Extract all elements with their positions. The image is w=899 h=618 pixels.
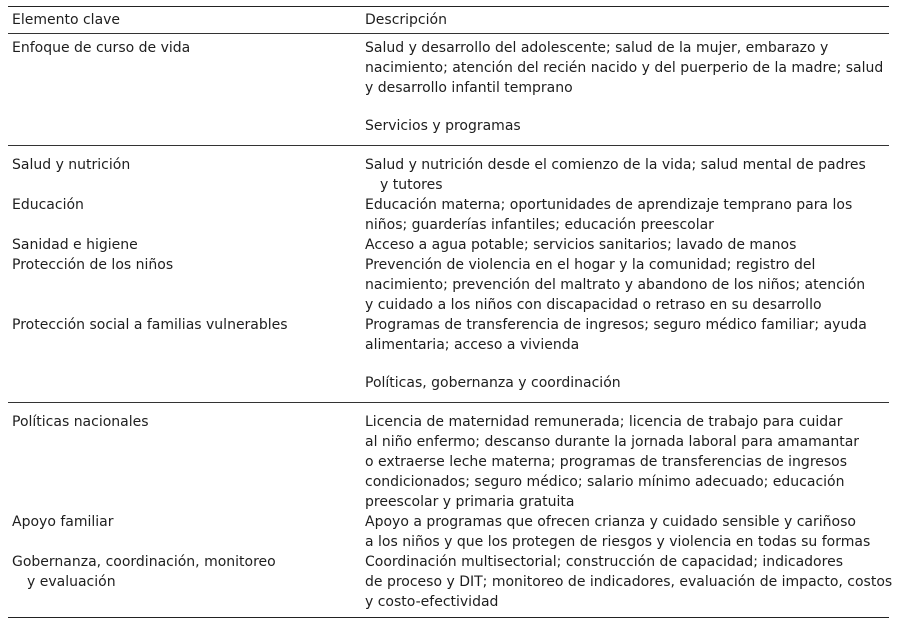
table-row: [8, 315, 889, 355]
row-element: [8, 412, 365, 512]
element-line: y evaluación: [27, 574, 116, 590]
row-element: [8, 155, 365, 195]
row-description: [365, 235, 889, 255]
table-row: [8, 412, 889, 512]
row-description: [365, 38, 889, 98]
element-line: Educación: [12, 197, 84, 213]
row-description: [365, 255, 889, 315]
element-line: Salud y nutrición: [12, 157, 131, 173]
description-line: Prevención de violencia en el hogar y la comunidad; registro del: [365, 257, 816, 273]
element-line: Enfoque de curso de vida: [12, 40, 191, 56]
table-header-row: [8, 7, 889, 33]
description-line: y cuidado a los niños con discapacidad o retraso en su desarrollo: [365, 297, 822, 313]
element-line: Protección social a familias vulnerables: [12, 317, 288, 333]
row-description: [365, 195, 889, 235]
description-line: a los niños y que los protegen de riesgos y violencia en todas su formas: [365, 534, 871, 550]
table-row: [8, 235, 889, 255]
table-row: [8, 38, 889, 98]
element-line: Sanidad e higiene: [12, 237, 138, 253]
row-element: [8, 315, 365, 355]
description-line: Coordinación multisectorial; construcción de capacidad; indicadores: [365, 554, 843, 570]
row-element: [8, 512, 365, 552]
description-line: Apoyo a programas que ofrecen crianza y cuidado sensible y cariñoso: [365, 514, 856, 530]
description-line: Acceso a agua potable; servicios sanitarios; lavado de manos: [365, 237, 797, 253]
description-line: condicionados; seguro médico; salario mínimo adecuado; educación: [365, 474, 845, 490]
description-line: Licencia de maternidad remunerada; licencia de trabajo para cuidar: [365, 414, 843, 430]
element-line: Políticas nacionales: [12, 414, 149, 430]
section-title-policies: Políticas, gobernanza y coordinación: [365, 375, 621, 391]
element-line: Gobernanza, coordinación, monitoreo: [12, 554, 276, 570]
description-line: o extraerse leche materna; programas de transferencias de ingresos: [365, 454, 848, 470]
description-line: Salud y desarrollo del adolescente; salud de la mujer, embarazo y: [365, 40, 829, 56]
table-row: [8, 552, 893, 612]
description-line: y costo-efectividad: [365, 594, 499, 610]
row-description: [365, 552, 893, 612]
description-line: de proceso y DIT; monitoreo de indicadores, evaluación de impacto, costos: [365, 574, 893, 590]
header-description: Descripción: [365, 12, 447, 28]
element-line: Apoyo familiar: [12, 514, 114, 530]
description-line: Educación materna; oportunidades de aprendizaje temprano para los: [365, 197, 853, 213]
description-line: preescolar y primaria gratuita: [365, 494, 575, 510]
row-element: [8, 38, 365, 98]
description-line: nacimiento; atención del recién nacido y del puerperio de la madre; salud: [365, 60, 884, 76]
row-element: [8, 195, 365, 235]
row-description: [365, 512, 889, 552]
header-key-element: Elemento clave: [12, 12, 121, 28]
description-line: Programas de transferencia de ingresos; seguro médico familiar; ayuda: [365, 317, 867, 333]
description-line: niños; guarderías infantiles; educación preescolar: [365, 217, 714, 233]
table-row: [8, 195, 889, 235]
row-element: [8, 552, 365, 612]
description-line: Salud y nutrición desde el comienzo de la vida; salud mental de padres: [365, 157, 866, 173]
description-line: alimentaria; acceso a vivienda: [365, 337, 580, 353]
element-line: Protección de los niños: [12, 257, 174, 273]
description-line: al niño enfermo; descanso durante la jornada laboral para amamantar: [365, 434, 860, 450]
table-row: [8, 155, 889, 195]
row-element: [8, 235, 365, 255]
description-line: y tutores: [380, 177, 443, 193]
row-element: [8, 255, 365, 315]
description-line: nacimiento; prevención del maltrato y abandono de los niños; atención: [365, 277, 866, 293]
key-elements-table: [8, 6, 893, 618]
section-title-services: Servicios y programas: [365, 118, 521, 134]
description-line: y desarrollo infantil temprano: [365, 80, 573, 96]
table-row: [8, 512, 889, 552]
row-description: [365, 155, 889, 195]
table-row: [8, 255, 889, 315]
row-description: [365, 412, 889, 512]
row-description: [365, 315, 889, 355]
